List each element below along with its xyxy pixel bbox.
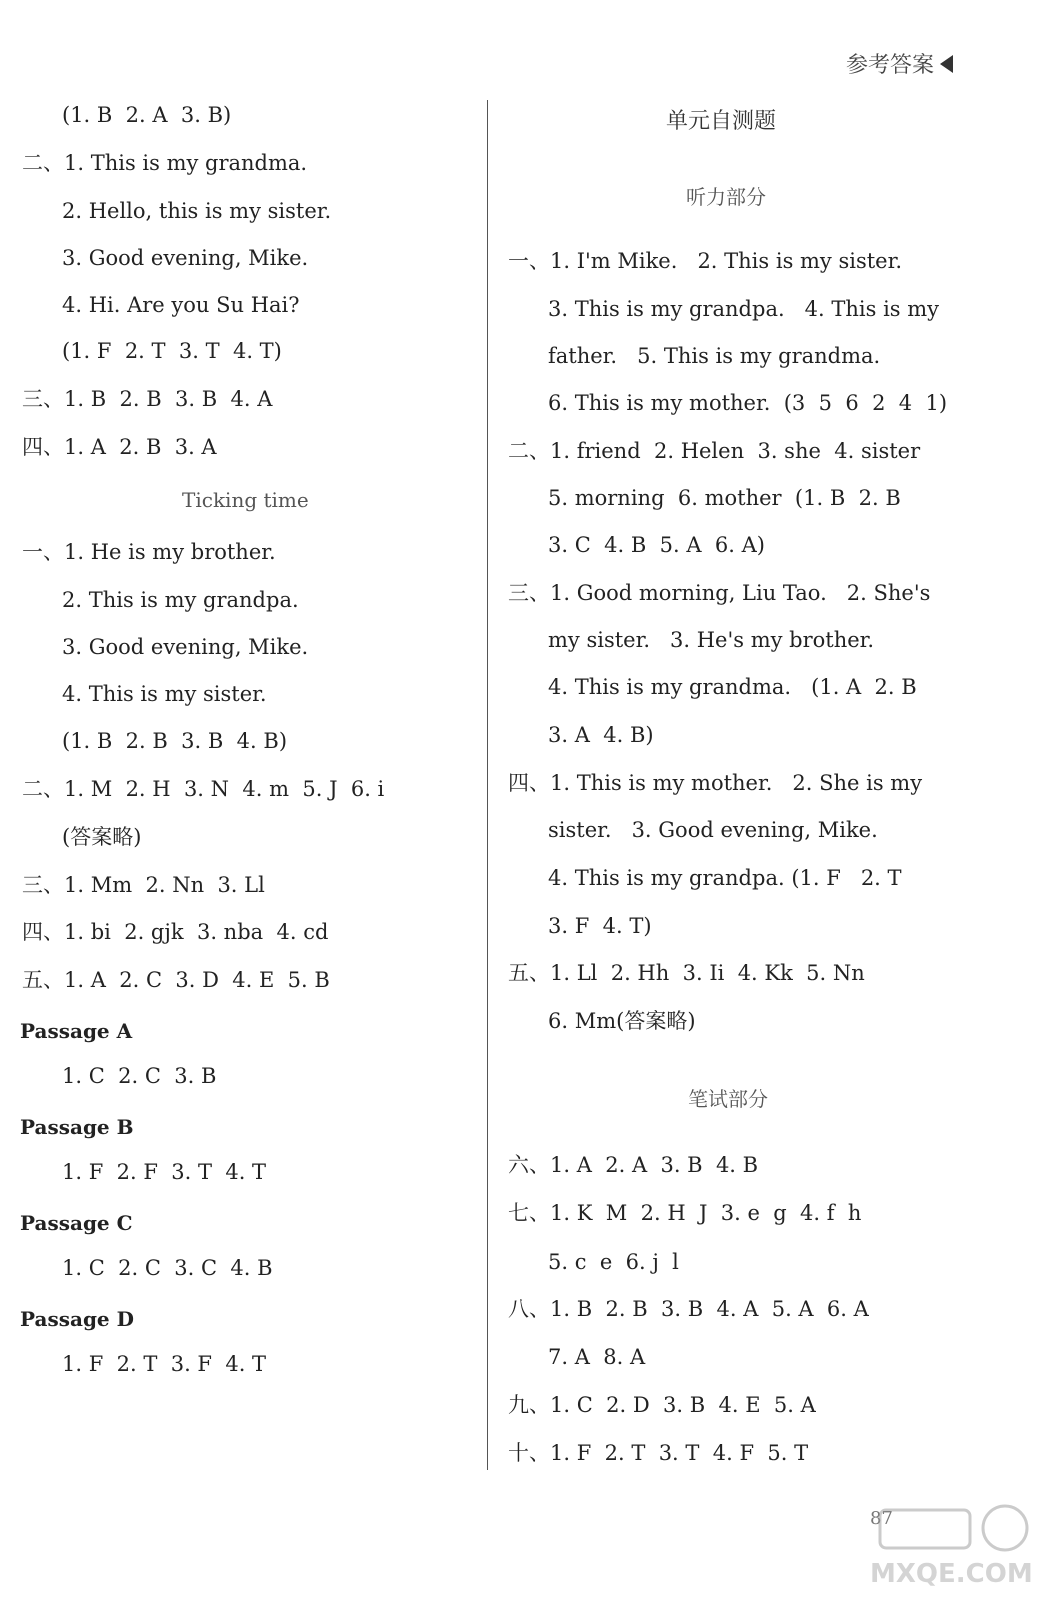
left-answer-line: 五、1. A 2. C 3. D 4. E 5. B xyxy=(22,968,330,992)
right-answer-line: my sister. 3. He's my brother. xyxy=(548,628,875,652)
right-answer-line: 4. This is my grandpa. (1. F 2. T xyxy=(548,866,902,890)
right-title: 单元自测题 xyxy=(666,109,777,134)
right-answer-line: 5. c e 6. j l xyxy=(548,1250,679,1274)
passage-heading: Passage C xyxy=(20,1211,133,1235)
left-subtitle: Ticking time xyxy=(182,488,309,512)
passage-heading: Passage A xyxy=(20,1019,133,1043)
left-answer-line: 3. Good evening, Mike. xyxy=(62,635,309,659)
right-answer-line: 4. This is my grandma. (1. A 2. B xyxy=(548,675,917,699)
left-answer-line: 三、1. Mm 2. Nn 3. Ll xyxy=(22,873,265,897)
left-answer-line: 2. This is my grandpa. xyxy=(62,588,299,612)
right-answer-line: 一、1. I'm Mike. 2. This is my sister. xyxy=(508,249,903,273)
page-number: 87 xyxy=(870,1508,893,1529)
left-answer-line: 二、1. This is my grandma. xyxy=(22,151,308,175)
right-answer-line: 3. This is my grandpa. 4. This is my xyxy=(548,297,940,321)
left-answer-line: 1. C 2. C 3. B xyxy=(62,1064,217,1088)
right-answer-line: sister. 3. Good evening, Mike. xyxy=(548,818,878,842)
passage-heading: Passage B xyxy=(20,1115,134,1139)
right-answer-line: 八、1. B 2. B 3. B 4. A 5. A 6. A xyxy=(508,1297,869,1321)
passage-heading: Passage D xyxy=(20,1307,134,1331)
left-answer-line: 2. Hello, this is my sister. xyxy=(62,199,332,223)
watermark-logo xyxy=(860,1500,1040,1590)
left-answer-line: (1. B 2. B 3. B 4. B) xyxy=(62,729,288,753)
left-answer-line: 4. This is my sister. xyxy=(62,682,267,706)
left-answer-line: 四、1. A 2. B 3. A xyxy=(22,435,217,459)
header-label: 参考答案 xyxy=(845,53,934,78)
left-answer-line: 三、1. B 2. B 3. B 4. A xyxy=(22,387,273,411)
left-answer-line: (1. F 2. T 3. T 4. T) xyxy=(62,339,282,363)
right-answer-line: 二、1. friend 2. Helen 3. she 4. sister xyxy=(508,439,921,463)
column-divider xyxy=(487,100,488,1470)
right-answer-line: 3. A 4. B) xyxy=(548,723,654,747)
right-answer-line: 五、1. Ll 2. Hh 3. Ii 4. Kk 5. Nn xyxy=(508,961,865,985)
left-answer-line: 1. F 2. T 3. F 4. T xyxy=(62,1352,267,1376)
left-answer-line: 四、1. bi 2. gjk 3. nba 4. cd xyxy=(22,920,329,944)
left-answer-line: 二、1. M 2. H 3. N 4. m 5. J 6. i xyxy=(22,777,385,801)
triangle-left-icon xyxy=(940,55,953,73)
right-answer-line: 三、1. Good morning, Liu Tao. 2. She's xyxy=(508,581,931,605)
right-answer-line: 7. A 8. A xyxy=(548,1345,646,1369)
svg-text:MXQE.COM: MXQE.COM xyxy=(870,1559,1033,1589)
right-answer-line: 六、1. A 2. A 3. B 4. B xyxy=(508,1153,759,1177)
page-header xyxy=(846,48,953,79)
right-answer-line: 5. morning 6. mother (1. B 2. B xyxy=(548,486,901,510)
left-answer-line: 一、1. He is my brother. xyxy=(22,540,276,564)
left-answer-line: 4. Hi. Are you Su Hai? xyxy=(62,293,300,317)
right-answer-line: 6. This is my mother. (3 5 6 2 4 1) xyxy=(548,391,948,415)
right-answer-line: 3. F 4. T) xyxy=(548,914,652,938)
right-answer-line: 四、1. This is my mother. 2. She is my xyxy=(508,771,923,795)
left-answer-line: 1. C 2. C 3. C 4. B xyxy=(62,1256,273,1280)
left-answer-line: (答案略) xyxy=(62,825,142,849)
right-answer-line: 十、1. F 2. T 3. T 4. F 5. T xyxy=(508,1441,809,1465)
right-subtitle-written: 笔试部分 xyxy=(688,1087,768,1111)
right-answer-line: father. 5. This is my grandma. xyxy=(548,344,881,368)
right-subtitle-listening: 听力部分 xyxy=(686,185,766,209)
right-answer-line: 3. C 4. B 5. A 6. A) xyxy=(548,533,765,557)
left-answer-line: 1. F 2. F 3. T 4. T xyxy=(62,1160,267,1184)
left-answer-line: (1. B 2. A 3. B) xyxy=(62,103,232,127)
right-answer-line: 九、1. C 2. D 3. B 4. E 5. A xyxy=(508,1393,816,1417)
right-answer-line: 6. Mm(答案略) xyxy=(548,1009,696,1033)
right-answer-line: 七、1. K M 2. H J 3. e g 4. f h xyxy=(508,1201,862,1225)
left-answer-line: 3. Good evening, Mike. xyxy=(62,246,309,270)
